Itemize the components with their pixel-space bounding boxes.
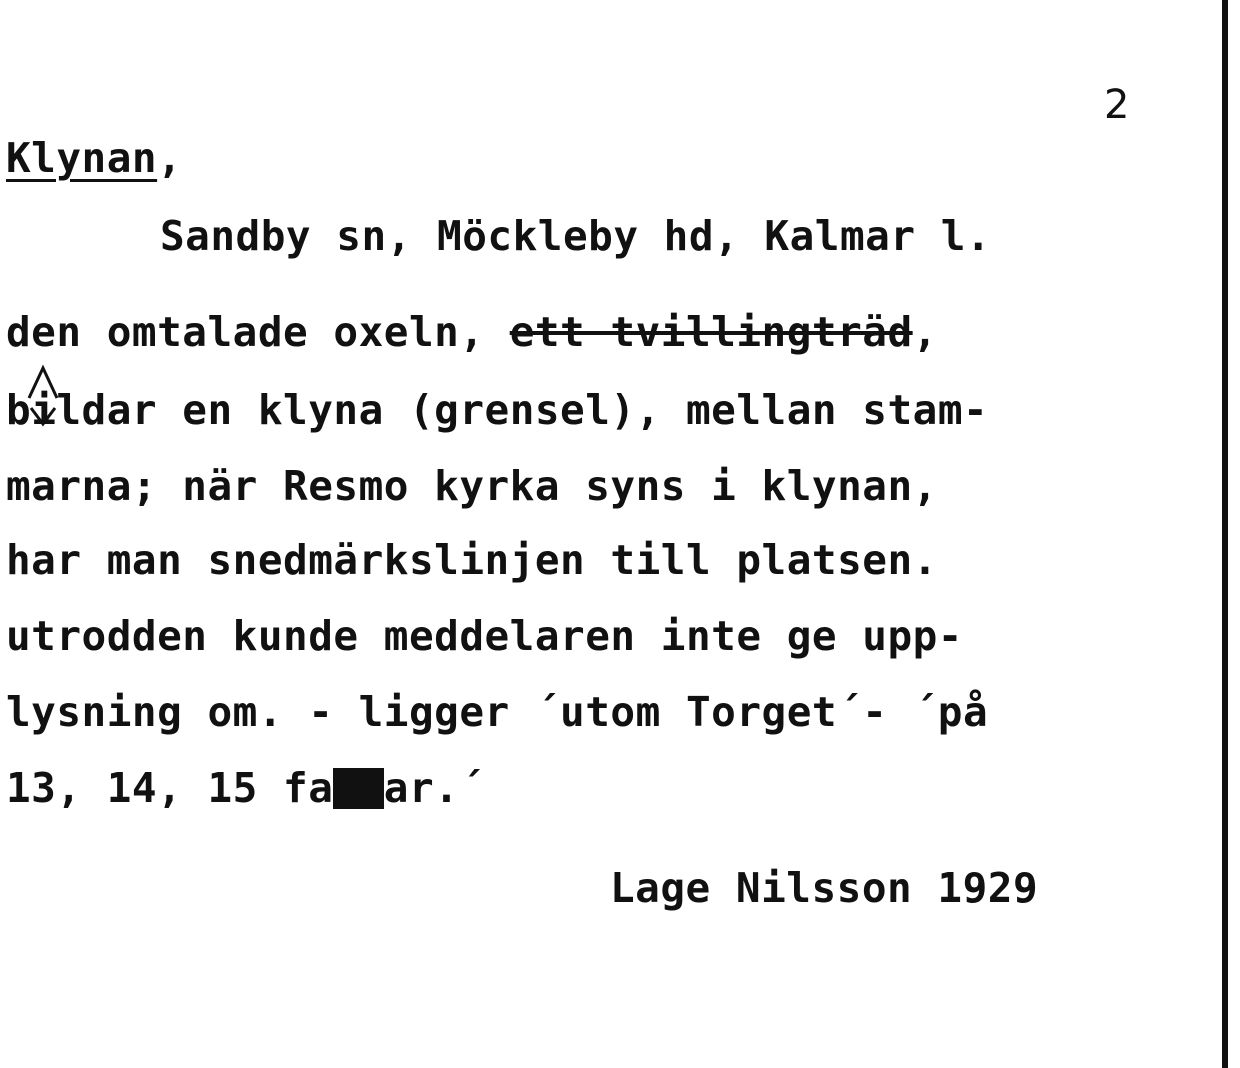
struck-out-text: ett tvillingträd	[509, 308, 913, 356]
line-2-start: b	[6, 386, 32, 434]
line-1-text: den omtalade oxeln,	[6, 308, 510, 356]
text-line-5: utrodden kunde meddelaren inte ge upp-	[6, 612, 963, 660]
heading-line	[6, 134, 183, 182]
text-line-7	[6, 764, 485, 812]
text-line-3: marna; när Resmo kyrka syns i klynan,	[6, 462, 938, 510]
inserted-letter: i	[31, 386, 57, 434]
line-2-rest: ldar en klyna (grensel), mellan stam-	[56, 386, 989, 434]
ink-smudge: mm	[333, 764, 384, 812]
text-line-2	[6, 386, 989, 434]
insertion-mark	[31, 386, 57, 434]
line-7-start: 13, 14, 15 fa	[6, 764, 334, 812]
heading-title: Klynan	[6, 134, 158, 182]
line-7-end: ar.´	[383, 764, 485, 812]
page-number: 2	[1104, 82, 1130, 128]
location-line: Sandby sn, Möckleby hd, Kalmar l.	[160, 212, 992, 260]
text-line-6: lysning om. - ligger ´utom Torget´- ´på	[6, 688, 989, 736]
heading-comma: ,	[157, 134, 183, 182]
text-line-4: har man snedmärkslinjen till platsen.	[6, 536, 938, 584]
signature-line: Lage Nilsson 1929	[610, 864, 1039, 912]
text-line-1	[6, 308, 938, 356]
card-right-border	[1222, 0, 1228, 1068]
line-1-end: ,	[912, 308, 938, 356]
